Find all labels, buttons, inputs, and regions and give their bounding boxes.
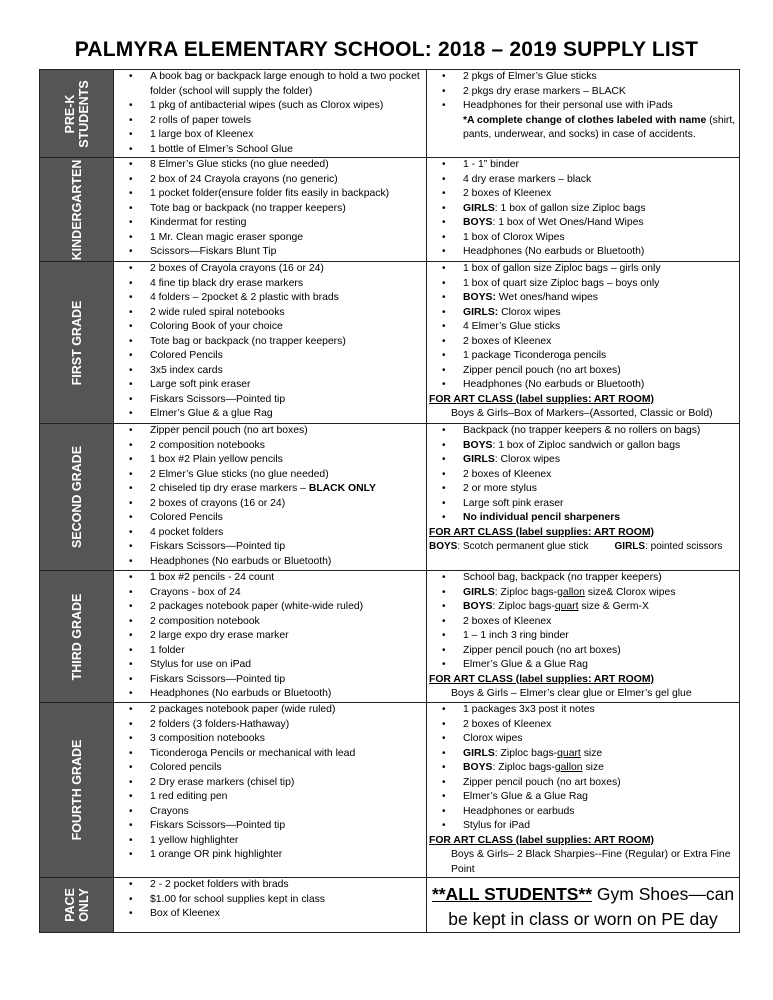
list-item: • Stylus for use on iPad [114, 658, 426, 673]
list-item: • BOYS: Ziploc bags-gallon size [427, 761, 739, 776]
list-item: • Headphones for their personal use with iPads [427, 99, 739, 114]
list-item: • GIRLS: Clorox wipes [427, 306, 739, 321]
list-item: • 1 box #2 pencils - 24 count [114, 571, 426, 586]
list-item: • Stylus for iPad [427, 819, 739, 834]
list-item: • 2 pkgs of Elmer’s Glue sticks [427, 70, 739, 85]
list-item: • 2 packages notebook paper (white-wide ruled) [114, 600, 426, 615]
list-item: • Zipper pencil pouch (no art boxes) [114, 424, 426, 439]
label-prek: PRE-K STUDENTS [40, 70, 114, 158]
list-item: • 3 composition notebooks [114, 732, 426, 747]
list-item: • School bag, backpack (no trapper keepers) [427, 571, 739, 586]
list-item: • 8 Elmer’s Glue sticks (no glue needed) [114, 158, 426, 173]
list-item: • 1 box of gallon size Ziploc bags – girls only [427, 262, 739, 277]
list-item: • 2 or more stylus [427, 482, 739, 497]
kinder-right [427, 158, 740, 262]
supply-table [39, 69, 740, 933]
list-item: • $1.00 for school supplies kept in class [114, 893, 426, 908]
label-second-grade: SECOND GRADE [40, 424, 114, 571]
list-item: • Colored Pencils [114, 511, 426, 526]
list-item: • 1 orange OR pink highlighter [114, 848, 426, 863]
list-item: • Crayons [114, 805, 426, 820]
list-item: • 2 composition notebooks [114, 439, 426, 454]
list-item: • GIRLS: 1 box of gallon size Ziploc bags [427, 202, 739, 217]
list-item: • 2 boxes of Kleenex [427, 335, 739, 350]
art-class-heading: FOR ART CLASS (label supplies: ART ROOM) [429, 673, 654, 685]
list-item: • 2 rolls of paper towels [114, 114, 426, 129]
list-item: • 1 packages 3x3 post it notes [427, 703, 739, 718]
list-item: • 1 large box of Kleenex [114, 128, 426, 143]
list-item: • Backpack (no trapper keepers & no rollers on bags) [427, 424, 739, 439]
list-item: • Crayons - box of 24 [114, 586, 426, 601]
list-item: • Elmer’s Glue & a glue Rag [114, 407, 426, 422]
list-item: • GIRLS: Ziploc bags-gallon size& Clorox wipes [427, 586, 739, 601]
list-item: • 3x5 index cards [114, 364, 426, 379]
art-class-items: Boys & Girls–Box of Markers–(Assorted, Classic or Bold) [451, 408, 713, 419]
list-item: • 1 pkg of antibacterial wipes (such as Clorox wipes) [114, 99, 426, 114]
list-item: • 4 fine tip black dry erase markers [114, 277, 426, 292]
list-item: • Kindermat for resting [114, 216, 426, 231]
list-item: • No individual pencil sharpeners [427, 511, 739, 526]
list-item: • 1 folder [114, 644, 426, 659]
list-item: • 1 pocket folder(ensure folder fits easily in backpack) [114, 187, 426, 202]
list-item: • 2 Elmer’s Glue sticks (no glue needed) [114, 468, 426, 483]
row-second-grade [40, 424, 740, 571]
fourth-right [427, 703, 740, 878]
list-item: • 2 - 2 pocket folders with brads [114, 878, 426, 893]
list-item: • 2 boxes of Kleenex [427, 187, 739, 202]
art-class-heading: FOR ART CLASS (label supplies: ART ROOM) [429, 393, 654, 405]
list-item: • Box of Kleenex [114, 907, 426, 922]
row-first-grade [40, 262, 740, 424]
label-first-grade: FIRST GRADE [40, 262, 114, 424]
first-left [114, 262, 427, 424]
list-item: • 1 – 1 inch 3 ring binder [427, 629, 739, 644]
list-item: • 4 Elmer’s Glue sticks [427, 320, 739, 335]
list-item: • 2 packages notebook paper (wide ruled) [114, 703, 426, 718]
list-item: • 4 folders – 2pocket & 2 plastic with brads [114, 291, 426, 306]
list-item: • 1 bottle of Elmer’s School Glue [114, 143, 426, 158]
list-item: • Headphones (No earbuds or Bluetooth) [427, 245, 739, 260]
prek-note: *A complete change of clothes labeled with name (shirt, pants, underwear, and socks) in case of accidents. [463, 114, 736, 140]
list-item: • 1 package Ticonderoga pencils [427, 349, 739, 364]
art-class-items: Boys & Girls– 2 Black Sharpies--Fine (Regular) or Extra Fine Point [451, 849, 731, 875]
list-item: • 2 composition notebook [114, 615, 426, 630]
list-item: • GIRLS: Ziploc bags-quart size [427, 747, 739, 762]
prek-right [427, 70, 740, 158]
list-item: • GIRLS: Clorox wipes [427, 453, 739, 468]
row-prek [40, 70, 740, 158]
list-item: • Fiskars Scissors—Pointed tip [114, 393, 426, 408]
label-kindergarten: KINDERGARTEN [40, 158, 114, 262]
row-third-grade [40, 571, 740, 703]
list-item: • Tote bag or backpack (no trapper keepers) [114, 335, 426, 350]
second-right [427, 424, 740, 571]
list-item: • 2 boxes of crayons (16 or 24) [114, 497, 426, 512]
list-item: • 1 - 1” binder [427, 158, 739, 173]
label-pace: PACE ONLY [40, 878, 114, 933]
list-item: • 1 yellow highlighter [114, 834, 426, 849]
list-item: • 2 boxes of Kleenex [427, 468, 739, 483]
list-item: • Large soft pink eraser [114, 378, 426, 393]
row-fourth-grade [40, 703, 740, 878]
list-item: • BOYS: Ziploc bags-quart size & Germ-X [427, 600, 739, 615]
list-item: • 1 box of Clorox Wipes [427, 231, 739, 246]
list-item: • Fiskars Scissors—Pointed tip [114, 540, 426, 555]
page-title: PALMYRA ELEMENTARY SCHOOL: 2018 – 2019 SUPPLY LIST [74, 38, 699, 61]
list-item: • Headphones (No earbuds or Bluetooth) [114, 555, 426, 570]
list-item: • Headphones or earbuds [427, 805, 739, 820]
list-item: • BOYS: 1 box of Wet Ones/Hand Wipes [427, 216, 739, 231]
list-item: • Zipper pencil pouch (no art boxes) [427, 364, 739, 379]
list-item: • Zipper pencil pouch (no art boxes) [427, 776, 739, 791]
prek-left [114, 70, 427, 158]
third-left [114, 571, 427, 703]
list-item: • 2 chiseled tip dry erase markers – BLACK ONLY [114, 482, 426, 497]
list-item: • Headphones (No earbuds or Bluetooth) [427, 378, 739, 393]
pace-left [114, 878, 427, 933]
art-class-heading: FOR ART CLASS (label supplies: ART ROOM) [429, 834, 654, 846]
list-item: • Colored pencils [114, 761, 426, 776]
list-item: • A book bag or backpack large enough to hold a two pocket folder (school will supply the folder) [114, 70, 426, 99]
list-item: • 2 wide ruled spiral notebooks [114, 306, 426, 321]
third-right [427, 571, 740, 703]
list-item: • 2 boxes of Kleenex [427, 718, 739, 733]
list-item: • Large soft pink eraser [427, 497, 739, 512]
list-item: • Fiskars Scissors—Pointed tip [114, 673, 426, 688]
first-right [427, 262, 740, 424]
list-item: • Clorox wipes [427, 732, 739, 747]
art-class-items: BOYS: Scotch permanent glue stick GIRLS: pointed scissors [429, 541, 723, 552]
label-fourth-grade: FOURTH GRADE [40, 703, 114, 878]
list-item: • 4 dry erase markers – black [427, 173, 739, 188]
list-item: • 2 boxes of Crayola crayons (16 or 24) [114, 262, 426, 277]
list-item: • Headphones (No earbuds or Bluetooth) [114, 687, 426, 702]
list-item: • Scissors—Fiskars Blunt Tip [114, 245, 426, 260]
list-item: • 2 folders (3 folders-Hathaway) [114, 718, 426, 733]
list-item: • BOYS: 1 box of Ziploc sandwich or gallon bags [427, 439, 739, 454]
second-left [114, 424, 427, 571]
list-item: • 2 pkgs dry erase markers – BLACK [427, 85, 739, 100]
art-class-items: Boys & Girls – Elmer’s clear glue or Elmer’s gel glue [451, 688, 692, 699]
list-item: • Colored Pencils [114, 349, 426, 364]
list-item: • 4 pocket folders [114, 526, 426, 541]
row-pace [40, 878, 740, 933]
fourth-left [114, 703, 427, 878]
list-item: • 2 large expo dry erase marker [114, 629, 426, 644]
list-item: • Fiskars Scissors—Pointed tip [114, 819, 426, 834]
label-third-grade: THIRD GRADE [40, 571, 114, 703]
list-item: • BOYS: Wet ones/hand wipes [427, 291, 739, 306]
list-item: • Elmer’s Glue & a Glue Rag [427, 790, 739, 805]
list-item: • 2 boxes of Kleenex [427, 615, 739, 630]
list-item: • Ticonderoga Pencils or mechanical with lead [114, 747, 426, 762]
list-item: • 1 box of quart size Ziploc bags – boys only [427, 277, 739, 292]
list-item: • 1 Mr. Clean magic eraser sponge [114, 231, 426, 246]
kinder-left [114, 158, 427, 262]
row-kindergarten [40, 158, 740, 262]
list-item: • Tote bag or backpack (no trapper keepers) [114, 202, 426, 217]
list-item: • 2 box of 24 Crayola crayons (no generic) [114, 173, 426, 188]
gym-shoes-note: **ALL STUDENTS** Gym Shoes—can be kept in class or worn on PE day [427, 878, 740, 933]
list-item: • 1 box #2 Plain yellow pencils [114, 453, 426, 468]
list-item: • 2 Dry erase markers (chisel tip) [114, 776, 426, 791]
list-item: • Elmer’s Glue & a Glue Rag [427, 658, 739, 673]
list-item: • Coloring Book of your choice [114, 320, 426, 335]
art-class-heading: FOR ART CLASS (label supplies: ART ROOM) [429, 526, 654, 538]
list-item: • 1 red editing pen [114, 790, 426, 805]
list-item: • Zipper pencil pouch (no art boxes) [427, 644, 739, 659]
